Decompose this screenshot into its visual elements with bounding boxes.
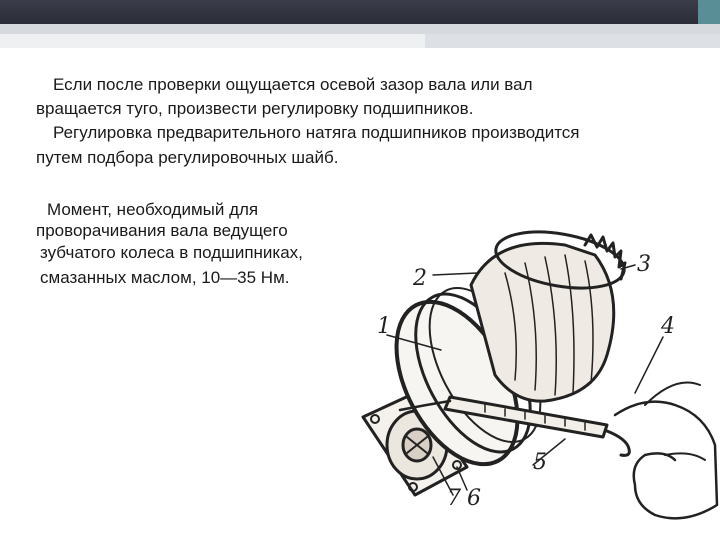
paragraph-3-line-4: смазанных маслом, 10—35 Нм.: [40, 268, 290, 287]
header-band-left: [0, 34, 425, 48]
operator-hand: [615, 402, 717, 519]
bearing-preload-illustration: [345, 205, 720, 540]
hand-fingers: [645, 383, 705, 461]
balance-hook: [607, 431, 629, 455]
paragraph-1-line-2: вращается туго, произвести регулировку подшипников.: [36, 99, 474, 118]
paragraph-2-line-2: путем подбора регулировочных шайб.: [36, 148, 339, 167]
callout-4: 4: [661, 314, 675, 339]
callout-5: 5: [533, 450, 547, 475]
paragraph-3-line-1: Момент, необходимый для: [47, 200, 259, 219]
callout-3: 3: [637, 252, 651, 277]
paragraph-3-line-2: проворачивания вала ведущего: [36, 221, 288, 240]
callout-leader: [635, 337, 663, 393]
header-band: [0, 24, 720, 34]
callout-leader: [433, 273, 477, 275]
callout-7: 7: [447, 486, 461, 511]
title-bar: [0, 0, 720, 24]
paragraph-3-line-3: зубчатого колеса в подшипниках,: [40, 243, 303, 262]
paragraph-2-line-1: Регулировка предварительного натяга подшипников производится: [53, 123, 580, 142]
title-bar-accent: [698, 0, 720, 24]
header-band-right: [425, 34, 720, 48]
callout-2: 2: [413, 266, 427, 291]
callout-1: 1: [377, 314, 391, 339]
paragraph-1-line-1: Если после проверки ощущается осевой зазор вала или вал: [53, 75, 533, 94]
callout-6: 6: [467, 486, 481, 511]
